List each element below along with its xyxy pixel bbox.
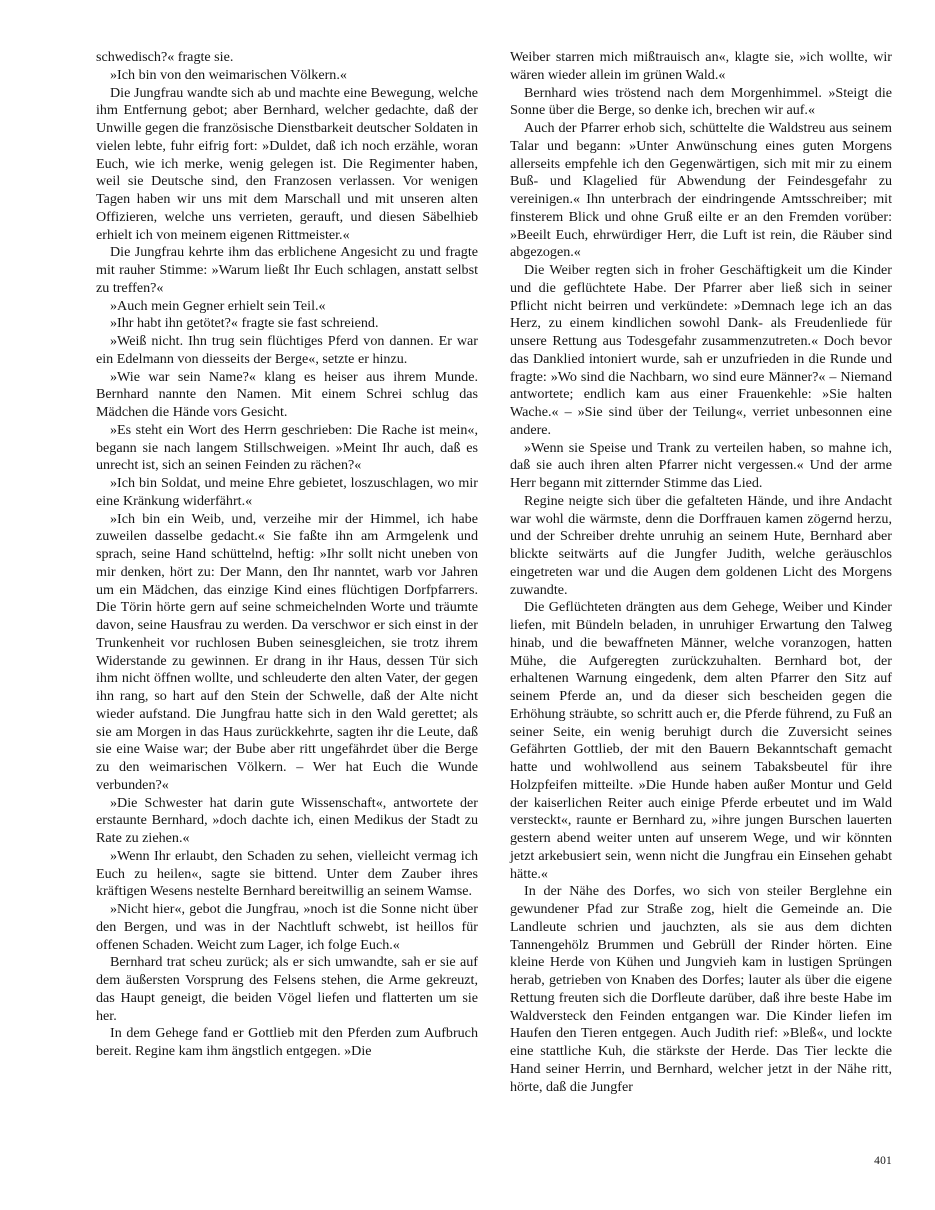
paragraph: Die Geflüchteten drängten aus dem Gehege, Weiber und Kinder liefen, mit Bündeln beladen, in unruhiger Erwartung den Talweg hinab, und die bewaffneten Männer, welche voranzogen, hatten Mühe, die Aufgeregten zurückzuhalten. Bernhard bot, der erhaltenen Warnung eingedenk, dem alten Pfarrer den Sitz auf seinem Pferde an, und da dieser sich bescheiden gegen die Erhöhung sträubte, so schritt auch er, die Pferde führend, zu Fuß an seiner Seite, ein wenig beruhigt durch die Zuversicht seines Gefährten Gottlieb, der mit den Bauern Bekanntschaft gemacht hatte und wohlwollend aus seinem Tabaksbeutel für ihre Holzpfeifen mitteilte. »Die Hunde haben außer Montur und Geld der kaiserlichen Reiter auch einige Pferde erbeutet und im Wald versteckt«, raunte er Bernhard zu, »ihre jungen Burschen lauerten gestern abend weiter unten auf unserem Wege, und wir könnten jetzt arkebusiert sein, wenn nicht die Jungfrau ein Einsehen gehabt hätte.« [510, 599, 892, 882]
paragraph: »Wie war sein Name?« klang es heiser aus ihrem Munde. Bernhard nannte den Namen. Mit einem Schrei schlug das Mädchen die Hände vors Gesicht. [96, 368, 478, 420]
paragraph: »Es steht ein Wort des Herrn geschrieben: Die Rache ist mein«, begann sie nach langem Stillschweigen. »Meint Ihr auch, daß es unrecht ist, sich an seinen Feinden zu rächen?« [96, 421, 478, 474]
paragraph: »Wenn Ihr erlaubt, den Schaden zu sehen, vielleicht vermag ich Euch zu heilen«, sagte sie bittend. Unter dem Zauber ihres kräftigen Wesens nestelte Bernhard bereitwillig an seinem Wamse. [96, 847, 478, 900]
paragraph: Bernhard wies tröstend nach dem Morgenhimmel. »Steigt die Sonne über die Berge, so denke ich, brechen wir auf.« [510, 84, 892, 119]
paragraph: »Nicht hier«, gebot die Jungfrau, »noch ist die Sonne nicht über den Bergen, und was in der Nachtluft schwebt, ist heillos für offenen Schaden. Weicht zum Lager, ich folge Euch.« [96, 901, 478, 953]
right-text-column [510, 49, 892, 1096]
paragraph: Auch der Pfarrer erhob sich, schüttelte die Waldstreu aus seinem Talar und begann: »Unter Anwünschung eines guten Morgens allerseits empfehle ich den Gegenwärtigen, sich mit mir zu einem Buß- und Klagelied für Abwendung der Feindesgefahr zu vereinigen.« Ihn unterbrach der eindringende Amtsschreiber; mit finsterem Blick und ohne Gruß eilte er an den Fremden vorüber: »Beeilt Euch, ehrwürdiger Herr, die Luft ist rein, die Räuber sind abgezogen.« [510, 120, 892, 261]
paragraph: »Ihr habt ihn getötet?« fragte sie fast schreiend. [110, 315, 379, 332]
left-text-column [96, 49, 478, 1061]
paragraph: In dem Gehege fand er Gottlieb mit den Pferden zum Aufbruch bereit. Regine kam ihm ängstlich entgegen. »Die [96, 1025, 478, 1059]
paragraph: In der Nähe des Dorfes, wo sich von steiler Berglehne ein gewundener Pfad zur Straße zog, hielt die Gemeinde an. Die Landleute schrien und jauchzten, als sie aus dem dichten Tannengehölz Brummen und Gebrüll der Rinder hörten. Eine kleine Herde von Kühen und Jungvieh kam in lustigen Sprüngen herab, getrieben von Knaben des Dorfes; lauter als über die eigene Rettung freuten sich die Dorfleute darüber, daß ihre beste Habe im Waldversteck den Feinden entgangen war. Die Kinder liefen im Haufen den Tieren entgegen. Auch Judith rief: »Bleß«, und lockte eine stattliche Kuh, die stärkste der Herde. Das Tier leckte die Hand seiner Herrin, und Bernhard, welcher jetzt in der Nähe ritt, hörte, daß die Jungfer [510, 883, 892, 1095]
paragraph: »Wenn sie Speise und Trank zu verteilen haben, so mahne ich, daß sie auch ihren alten Pfarrer nicht vergessen.« Und der arme Herr begann mit zitternder Stimme das Lied. [510, 439, 892, 491]
paragraph: »Ich bin Soldat, und meine Ehre gebietet, loszuschlagen, wo mir eine Kränkung widerfährt.« [96, 475, 478, 509]
paragraph: »Ich bin ein Weib, und, verzeihe mir der Himmel, ich habe zuweilen dasselbe gedacht.« Sie faßte ihn am Armgelenk und sprach, seine Hand schüttelnd, heftig: »Ihr sollt nicht uneben von mir denken, hört zu: Der Mann, den Ihr nanntet, warb vor Jahren um ein Mädchen, das einzige Kind eines flüchtigen Dorfpfarrers. Die Törin hörte gern auf seine schmeichelnden Worte und träumte davon, seine Hausfrau zu werden. Da verschwor er sich einst in der Trunkenheit vor ruchlosen Buben seinesgleichen, sie trotz ihrem Widerstande zu gewinnen. Er drang in ihr Haus, dessen Tür sich ihm nicht öffnen wollte, und schleuderte den alten Vater, der gegen ihn rang, so hart auf den Stein der Schwelle, daß der Alte nicht wieder aufstand. Die Jungfrau hatte sich in den Wald gerettet; als sie am Morgen in das Haus zurückkehrte, sagten ihr die Leute, daß sie eine Waise war; der Bube aber ritt ungefährdet über die Berge zu den weimarischen Völkern. – Wer hat Euch die Wunde verbunden?« [96, 510, 478, 793]
paragraph: Die Jungfrau wandte sich ab und machte eine Bewegung, welche ihm Entfernung gebot; aber Bernhard, welcher gedachte, daß der Unwille gegen die französische Dienstbarkeit deutscher Soldaten in vielen lebte, fuhr eifrig fort: »Duldet, daß ich noch erzähle, woran Euch, wie ich merke, wenig gelegen ist. Die Regimenter haben, weil sie Deutsche sind, den Franzosen verlassen. Vor wenigen Tagen haben wir uns mit dem Marschall und mit unseren alten Offizieren, welche uns verrieten, gerauft, und diesen Säbelhieb erhielt ich von meinem eigenen Rittmeister.« [96, 84, 478, 243]
paragraph: schwedisch?« fragte sie. [96, 49, 234, 65]
paragraph: »Weiß nicht. Ihn trug sein flüchtiges Pferd von dannen. Er war ein Edelmann von diesseits der Berge«, setzte er hinzu. [96, 333, 478, 367]
paragraph: Die Jungfrau kehrte ihm das erblichene Angesicht zu und fragte mit rauher Stimme: »Warum ließt Ihr Euch schlagen, anstatt selbst zu treffen?« [96, 244, 478, 296]
paragraph: Die Weiber regten sich in froher Geschäftigkeit um die Kinder und die geflüchtete Habe. Der Pfarrer aber ließ sich in seiner Pflicht nicht beirren und verkündete: »Demnach lege ich an das Herz, zu einem kindlichen sowohl Dank- als Freudenliede für unsere Rettung aus Todesgefahr zusammenzutreten.« Doch bevor das Danklied intoniert wurde, sah er unzufrieden in die Runde und fragte: »Wo sind die Nachbarn, wo sind eure Männer?« – Niemand antwortete; endlich kam aus einer Frauenkehle: »Sie halten Wache.« – »Sie sind über der Teilung«, verriet unbesonnen eine andere. [510, 262, 892, 438]
paragraph: Regine neigte sich über die gefalteten Hände, und ihre Andacht war wohl die wärmste, denn die Dorffrauen kamen zögernd herzu, und der Schreiber drehte unruhig an seinem Hute, Bernhard aber blickte seitwärts auf die Jungfer Judith, welche geräuschlos eingetreten war und die Augen dem goldenen Licht des Morgens zuwandte. [510, 492, 892, 598]
paragraph: Weiber starren mich mißtrauisch an«, klagte sie, »ich wollte, wir wären wieder allein im grünen Wald.« [510, 49, 892, 83]
page-number: 401 [874, 1155, 892, 1167]
paragraph: Bernhard trat scheu zurück; als er sich umwandte, sah er sie auf dem äußersten Vorsprung des Felsens stehen, die Arme gekreuzt, das Haupt geneigt, die beiden Vögel liefen und flatterten um sie her. [96, 954, 478, 1024]
paragraph: »Ich bin von den weimarischen Völkern.« [110, 66, 347, 83]
paragraph: »Die Schwester hat darin gute Wissenschaft«, antwortete der erstaunte Bernhard, »doch dachte ich, einen Medikus der Stadt zu Rate zu ziehen.« [96, 794, 478, 846]
paragraph: »Auch mein Gegner erhielt sein Teil.« [110, 297, 326, 314]
